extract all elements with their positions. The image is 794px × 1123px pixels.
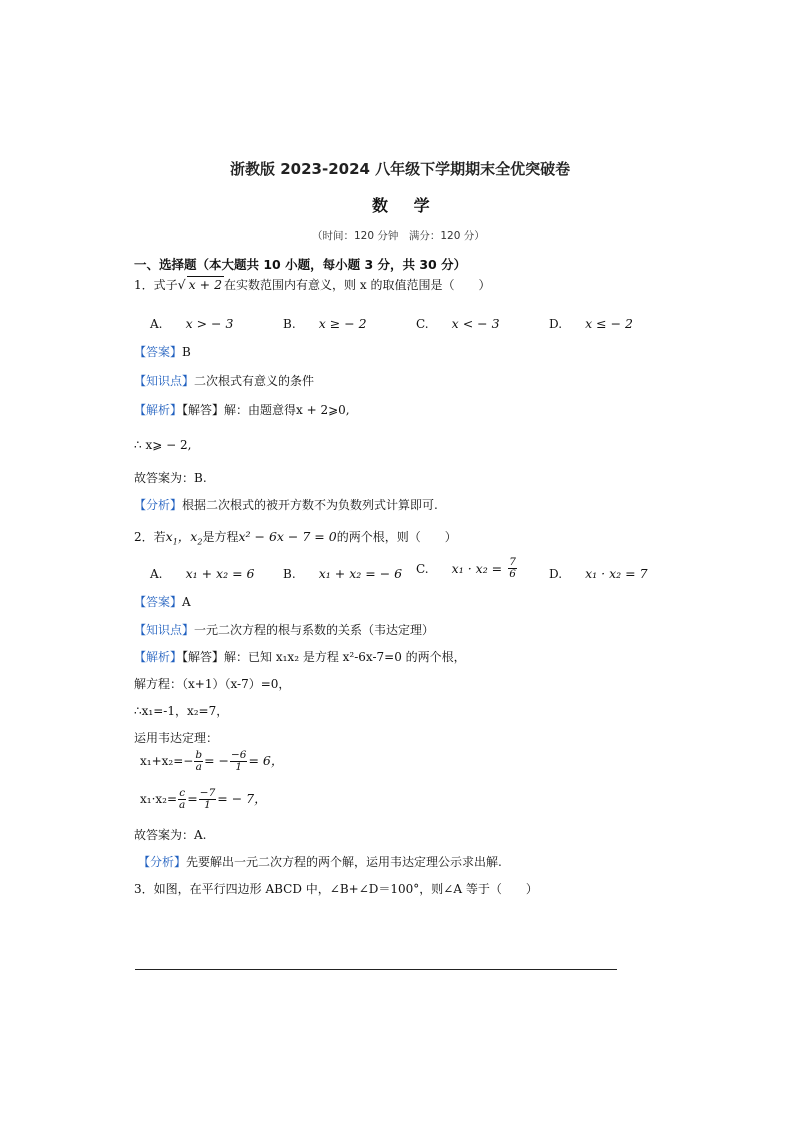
q1-stem-prefix: 1．式子 bbox=[134, 278, 178, 292]
knowledge-text: 一元二次方程的根与系数的关系（韦达定理） bbox=[194, 623, 435, 637]
option-text: x₁ + x₂ = 6 bbox=[185, 566, 255, 581]
q2-option-d[interactable] bbox=[549, 563, 648, 582]
knowledge-tag: 【知识点】 bbox=[134, 623, 195, 637]
q2-equation: x² − 6x − 7 = 0 bbox=[238, 529, 337, 544]
q1-analysis-line-3: 故答案为：B. bbox=[134, 471, 207, 485]
formula-result: = 6， bbox=[248, 753, 284, 768]
q2-analysis-line-3: ∴x₁=-1，x₂=7， bbox=[134, 704, 229, 718]
fraction-denominator: a bbox=[179, 799, 186, 811]
formula-equals: = bbox=[187, 791, 198, 806]
analysis-tag: 【解析】 bbox=[134, 403, 183, 417]
q1-option-a[interactable] bbox=[150, 313, 233, 332]
answer-tag: 【答案】 bbox=[134, 595, 183, 609]
q1-option-c[interactable] bbox=[416, 313, 500, 332]
fraction-numerator: 7 bbox=[509, 556, 516, 568]
fraction-c-over-a bbox=[178, 788, 186, 811]
q2-analysis-line-6 bbox=[140, 788, 267, 811]
q2-stem-suffix: 的两个根，则（ ） bbox=[336, 530, 457, 544]
q2-knowledge-point bbox=[134, 621, 434, 638]
q2-analysis-line-4: 运用韦达定理： bbox=[134, 731, 219, 745]
formula-prefix: x₁+x₂=− bbox=[140, 754, 194, 768]
q2-analysis-line-2: 解方程：（x+1）（x-7）=0， bbox=[134, 677, 291, 691]
q2-stem-prefix: 2．若 bbox=[134, 530, 166, 544]
q1-stem-suffix: 在实数范围内有意义，则 x 的取值范围是（ ） bbox=[224, 278, 491, 292]
q1-analysis-line-1 bbox=[134, 401, 350, 418]
formula-result: = − 7， bbox=[217, 791, 267, 806]
option-letter: B. bbox=[283, 317, 296, 331]
option-letter: B. bbox=[283, 567, 296, 581]
q1-analysis-line-2: ∴ x⩾ − 2, bbox=[134, 438, 192, 452]
option-text: x > − 3 bbox=[185, 316, 234, 331]
fraction-denominator: a bbox=[195, 761, 202, 773]
q1-analysis-summary bbox=[134, 496, 438, 513]
paper-title: 浙教版 2023-2024 八年级下学期期末全优突破卷 bbox=[230, 160, 571, 178]
analysis-tag: 【解析】 bbox=[134, 650, 183, 664]
knowledge-text: 二次根式有意义的条件 bbox=[194, 374, 315, 388]
q2-analysis-summary bbox=[138, 853, 502, 870]
option-letter: A. bbox=[150, 317, 163, 331]
q1-radicand: x + 2 bbox=[188, 277, 223, 292]
option-text: x₁ + x₂ = − 6 bbox=[318, 566, 403, 581]
q2-option-c-fraction bbox=[508, 557, 517, 580]
option-text: x ≥ − 2 bbox=[318, 316, 367, 331]
q2-analysis-line-5 bbox=[140, 750, 283, 773]
fraction-neg7-over-1 bbox=[199, 788, 216, 811]
q2-stem-mid: 是方程 bbox=[202, 530, 239, 544]
analysis-text: 解：由题意得x + 2⩾0, bbox=[224, 403, 350, 417]
q2-analysis-line-1 bbox=[134, 648, 466, 665]
fraction-b-over-a bbox=[194, 750, 203, 773]
formula-equals: = − bbox=[204, 753, 229, 768]
solution-tag: 【解答】 bbox=[182, 403, 225, 417]
answer-value: B bbox=[182, 345, 191, 359]
question-1-stem: 1．式子√ x + 2 在实数范围内有意义，则 x 的取值范围是（ ） bbox=[134, 277, 491, 292]
q1-option-d[interactable] bbox=[549, 313, 633, 332]
formula-prefix: x₁·x₂= bbox=[140, 792, 178, 806]
footer-divider bbox=[135, 969, 617, 970]
q2-option-c[interactable] bbox=[416, 557, 518, 580]
question-2-stem: 2．若$x_1$，$x_2$是方程x² − 6x − 7 = 0的两个根，则（ ） bbox=[134, 529, 457, 547]
option-letter: C. bbox=[416, 317, 429, 331]
summary-tag: 【分析】 bbox=[138, 855, 187, 869]
option-text: x₁ · x₂ = bbox=[451, 561, 503, 576]
option-letter: D. bbox=[549, 317, 563, 331]
fraction-neg6-over-1 bbox=[230, 750, 247, 773]
knowledge-tag: 【知识点】 bbox=[134, 374, 195, 388]
answer-tag: 【答案】 bbox=[134, 345, 183, 359]
summary-tag: 【分析】 bbox=[134, 498, 183, 512]
option-text: x₁ · x₂ = 7 bbox=[585, 566, 648, 581]
fraction-numerator: c bbox=[179, 787, 186, 799]
solution-tag: 【解答】 bbox=[182, 650, 225, 664]
subject-heading: 数 学 bbox=[372, 196, 440, 215]
option-letter: D. bbox=[549, 567, 563, 581]
option-text: x ≤ − 2 bbox=[585, 316, 633, 331]
question-3-stem: 3．如图，在平行四边形 ABCD 中，∠B+∠D＝100°，则∠A 等于（ ） bbox=[134, 882, 538, 896]
option-text: x < − 3 bbox=[451, 316, 500, 331]
q2-option-a[interactable] bbox=[150, 563, 255, 582]
q1-option-b[interactable] bbox=[283, 313, 367, 332]
section-heading: 一、选择题（本大题共 10 小题，每小题 3 分，共 30 分） bbox=[134, 257, 467, 272]
summary-text: 先要解出一元二次方程的两个解，运用韦达定理公示求出解. bbox=[186, 855, 502, 869]
fraction-numerator: b bbox=[195, 749, 203, 761]
q1-knowledge-point bbox=[134, 372, 314, 389]
time-score-info: （时间：120 分钟 满分：120 分） bbox=[312, 230, 485, 242]
q1-answer bbox=[134, 343, 191, 360]
q2-option-b[interactable] bbox=[283, 563, 402, 582]
q2-answer bbox=[134, 593, 191, 610]
fraction-denominator: 1 bbox=[235, 761, 243, 773]
analysis-text: 解：已知 x₁x₂ 是方程 x²-6x-7=0 的两个根， bbox=[224, 650, 466, 664]
summary-text: 根据二次根式的被开方数不为负数列式计算即可. bbox=[182, 498, 438, 512]
q2-analysis-line-7: 故答案为：A. bbox=[134, 828, 207, 842]
fraction-denominator: 1 bbox=[204, 799, 211, 811]
option-letter: A. bbox=[150, 567, 163, 581]
option-letter: C. bbox=[416, 562, 429, 576]
fraction-numerator: −6 bbox=[230, 749, 247, 761]
answer-value: A bbox=[182, 595, 191, 609]
fraction-denominator: 6 bbox=[509, 568, 516, 580]
fraction-numerator: −7 bbox=[199, 787, 216, 799]
